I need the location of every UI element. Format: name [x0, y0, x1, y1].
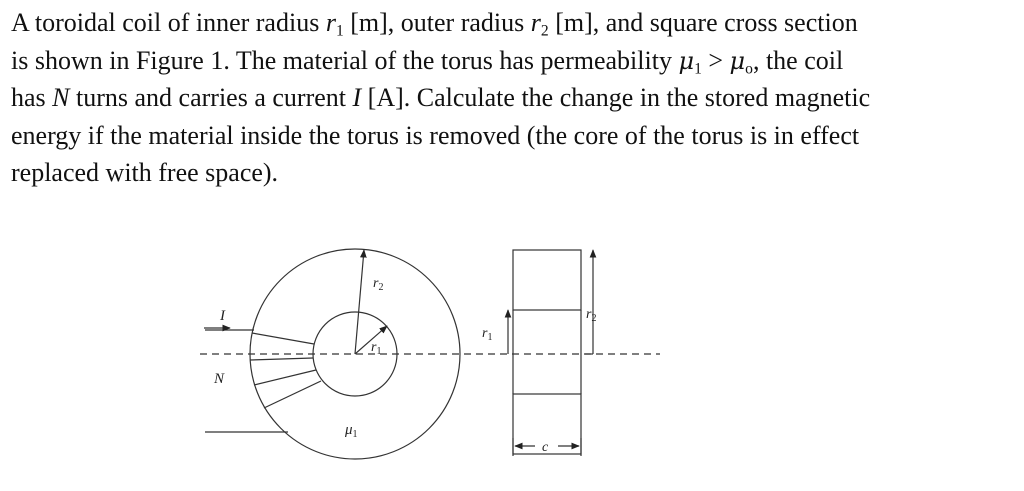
label-N: N: [214, 371, 225, 387]
var-mu: μ: [729, 46, 746, 75]
label-I: I: [220, 308, 225, 324]
r2-radius-arrow: [355, 250, 364, 354]
problem-statement: [11, 4, 1016, 192]
winding-line: [252, 333, 314, 344]
problem-line-3: [11, 79, 1016, 117]
text: , the coil: [752, 45, 844, 75]
text: [m], outer radius: [343, 8, 531, 37]
text: has: [11, 83, 53, 112]
sub-1: 1: [335, 22, 344, 40]
sub-1: 1: [694, 60, 702, 78]
winding-line: [250, 358, 313, 360]
problem-line-5: replaced with free space).: [11, 158, 279, 187]
text: [m], and square cross section: [548, 8, 858, 37]
label-c: c: [542, 440, 549, 455]
text: is shown in Figure 1. The material of the torus has permeability: [11, 45, 679, 75]
winding-line: [254, 370, 316, 385]
problem-line-4: energy if the material inside the torus is removed (the core of the torus is in effect: [11, 120, 860, 150]
text: turns and carries a current: [69, 83, 353, 112]
label-mu1: $\mu_1$: [345, 422, 358, 440]
text: A toroidal coil of inner radius: [11, 8, 326, 37]
cross-section-upper: [513, 250, 581, 310]
text: >: [701, 45, 730, 75]
label-r1: $r_1$: [371, 340, 382, 357]
var-mu: μ: [678, 46, 695, 75]
var-N: N: [52, 83, 70, 112]
text: [A]. Calculate the change in the stored magnetic: [361, 83, 871, 112]
figure-1: [190, 238, 680, 468]
sub-o: o: [745, 60, 753, 78]
problem-line-1: [11, 4, 1016, 42]
problem-line-2: [11, 42, 1016, 80]
var-r: r: [325, 8, 336, 37]
label-r1-dim: $r_1$: [482, 326, 493, 343]
sub-2: 2: [540, 22, 549, 40]
label-r2-dim: $r_2$: [586, 307, 597, 324]
var-I: I: [352, 83, 362, 112]
label-r2: $r_2$: [373, 276, 384, 293]
var-r: r: [530, 8, 541, 37]
winding-line: [264, 381, 321, 408]
